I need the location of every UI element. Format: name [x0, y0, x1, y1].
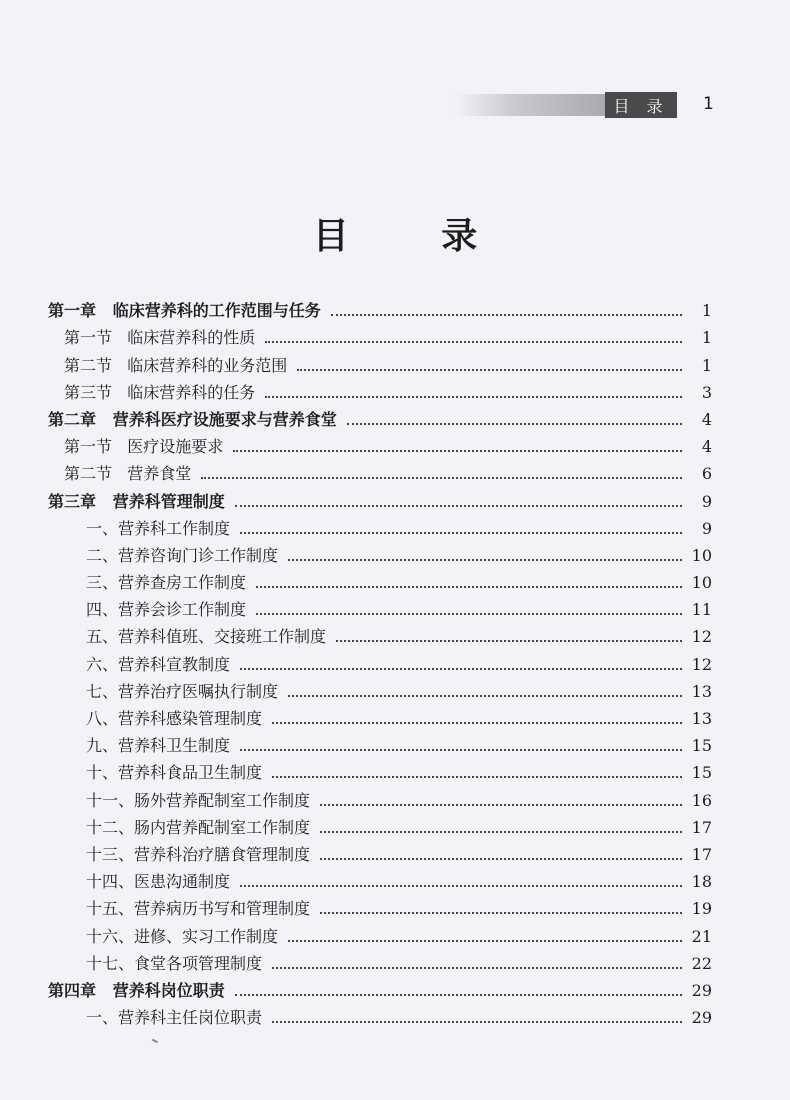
- toc-entry-item[interactable]: [48, 947, 712, 974]
- dot-leader: [320, 804, 682, 806]
- toc-entry-label: 二、营养咨询门诊工作制度: [86, 545, 279, 565]
- toc-entry-page: 15: [691, 763, 712, 783]
- toc-entry-label: 第二章 营养科医疗设施要求与营养食堂: [48, 409, 337, 429]
- toc-entry-page: 4: [701, 437, 712, 457]
- toc-entry-label: 十五、营养病历书写和管理制度: [86, 899, 311, 919]
- toc-entry-section[interactable]: [48, 457, 712, 484]
- dot-leader: [347, 423, 682, 425]
- dot-leader: [235, 505, 682, 507]
- toc-entry-item[interactable]: [48, 729, 712, 756]
- toc-entry-label: 十六、进修、实习工作制度: [86, 926, 279, 946]
- toc-entry-item[interactable]: [48, 675, 712, 702]
- toc-entry-item[interactable]: [48, 865, 712, 892]
- dot-leader: [320, 831, 682, 833]
- table-of-contents: [48, 294, 712, 1028]
- toc-entry-page: 9: [701, 518, 712, 538]
- dot-leader: [288, 940, 682, 942]
- toc-entry-item[interactable]: [48, 756, 712, 783]
- dot-leader: [320, 912, 682, 914]
- toc-entry-item[interactable]: [48, 620, 712, 647]
- dot-leader: [256, 613, 682, 615]
- toc-entry-page: 1: [701, 328, 712, 348]
- dot-leader: [233, 450, 682, 452]
- dot-leader: [320, 858, 682, 860]
- toc-entry-label: 六、营养科宣教制度: [86, 654, 231, 674]
- dot-leader: [240, 749, 682, 751]
- dot-leader: [336, 640, 682, 642]
- toc-entry-item[interactable]: [48, 811, 712, 838]
- toc-title: 目 录: [312, 216, 518, 257]
- toc-entry-page: 13: [691, 681, 712, 701]
- toc-entry-label: 一、营养科主任岗位职责: [86, 1008, 263, 1028]
- toc-entry-page: 16: [691, 790, 712, 810]
- toc-entry-item[interactable]: [48, 838, 712, 865]
- toc-entry-page: 12: [691, 627, 712, 647]
- toc-entry-item[interactable]: [48, 539, 712, 566]
- dot-leader: [331, 314, 682, 316]
- toc-entry-page: 11: [691, 600, 712, 620]
- toc-entry-label: 第二节 临床营养科的业务范围: [64, 355, 288, 375]
- toc-entry-label: 三、营养查房工作制度: [86, 573, 247, 593]
- dot-leader: [288, 695, 682, 697]
- toc-entry-label: 第一节 医疗设施要求: [64, 437, 224, 457]
- dot-leader: [240, 668, 682, 670]
- toc-entry-label: 五、营养科值班、交接班工作制度: [86, 627, 327, 647]
- toc-entry-chapter[interactable]: [48, 484, 712, 511]
- toc-entry-page: 29: [691, 980, 712, 1000]
- toc-entry-section[interactable]: [48, 376, 712, 403]
- toc-entry-chapter[interactable]: [48, 294, 712, 321]
- toc-entry-item[interactable]: [48, 892, 712, 919]
- toc-entry-page: 17: [691, 817, 712, 837]
- dot-leader: [265, 396, 682, 398]
- dot-leader: [235, 994, 682, 996]
- dot-leader: [272, 1021, 682, 1023]
- toc-entry-item[interactable]: [48, 647, 712, 674]
- dot-leader: [256, 586, 682, 588]
- toc-entry-item[interactable]: [48, 702, 712, 729]
- toc-entry-page: 22: [691, 953, 712, 973]
- header-section-label: 目 录: [605, 92, 677, 118]
- toc-entry-item[interactable]: [48, 566, 712, 593]
- header-decoration-bar: [455, 94, 605, 116]
- dot-leader: [240, 532, 682, 534]
- dot-leader: [201, 477, 682, 479]
- toc-entry-label: 第一节 临床营养科的性质: [64, 328, 256, 348]
- toc-entry-page: 3: [701, 382, 712, 402]
- toc-entry-page: 19: [691, 899, 712, 919]
- dot-leader: [288, 559, 682, 561]
- toc-entry-page: 13: [691, 709, 712, 728]
- toc-entry-label: 一、营养科工作制度: [86, 518, 231, 538]
- toc-entry-label: 十、营养科食品卫生制度: [86, 763, 263, 783]
- toc-entry-page: 9: [701, 491, 712, 511]
- toc-entry-section[interactable]: [48, 321, 712, 348]
- toc-entry-section[interactable]: [48, 348, 712, 375]
- toc-entry-page: 29: [691, 1008, 712, 1028]
- toc-entry-label: 十七、食堂各项管理制度: [86, 953, 263, 973]
- dot-leader: [297, 369, 682, 371]
- toc-entry-label: 十一、肠外营养配制室工作制度: [86, 790, 311, 810]
- dot-leader: [265, 341, 682, 343]
- toc-entry-page: 10: [691, 573, 712, 593]
- toc-entry-section[interactable]: [48, 430, 712, 457]
- running-header: [455, 92, 755, 120]
- toc-entry-label: 第三章 营养科管理制度: [48, 491, 225, 511]
- header-page-number: 1: [703, 94, 714, 114]
- toc-entry-label: 九、营养科卫生制度: [86, 736, 231, 756]
- toc-entry-page: 18: [691, 872, 712, 892]
- toc-entry-item[interactable]: [48, 783, 712, 810]
- toc-entry-page: 1: [701, 301, 712, 321]
- toc-entry-item[interactable]: [48, 919, 712, 946]
- toc-entry-item[interactable]: [48, 593, 712, 620]
- toc-entry-page: 6: [701, 464, 712, 484]
- toc-entry-label: 十四、医患沟通制度: [86, 872, 231, 892]
- dot-leader: [272, 967, 682, 969]
- toc-entry-item[interactable]: [48, 512, 712, 539]
- toc-entry-label: 四、营养会诊工作制度: [86, 600, 247, 620]
- stray-mark: [152, 1039, 158, 1044]
- toc-entry-page: 17: [691, 844, 712, 864]
- toc-entry-label: 第四章 营养科岗位职责: [48, 980, 225, 1000]
- toc-entry-chapter[interactable]: [48, 403, 712, 430]
- toc-entry-page: 12: [691, 654, 712, 674]
- toc-entry-label: 第三节 临床营养科的任务: [64, 382, 256, 402]
- toc-entry-page: 21: [691, 926, 712, 946]
- dot-leader: [272, 776, 682, 778]
- toc-entry-item[interactable]: [48, 1001, 712, 1028]
- toc-entry-page: 15: [691, 736, 712, 756]
- toc-entry-chapter[interactable]: [48, 974, 712, 1001]
- toc-entry-label: 七、营养治疗医嘱执行制度: [86, 681, 279, 701]
- toc-entry-label: 八、营养科感染管理制度: [86, 709, 263, 728]
- dot-leader: [240, 885, 682, 887]
- toc-entry-page: 10: [691, 545, 712, 565]
- toc-entry-page: 4: [701, 409, 712, 429]
- dot-leader: [272, 722, 682, 724]
- toc-entry-label: 十二、肠内营养配制室工作制度: [86, 817, 311, 837]
- toc-entry-label: 十三、营养科治疗膳食管理制度: [86, 844, 311, 864]
- toc-entry-label: 第一章 临床营养科的工作范围与任务: [48, 301, 321, 321]
- toc-entry-label: 第二节 营养食堂: [64, 464, 192, 484]
- toc-entry-page: 1: [701, 355, 712, 375]
